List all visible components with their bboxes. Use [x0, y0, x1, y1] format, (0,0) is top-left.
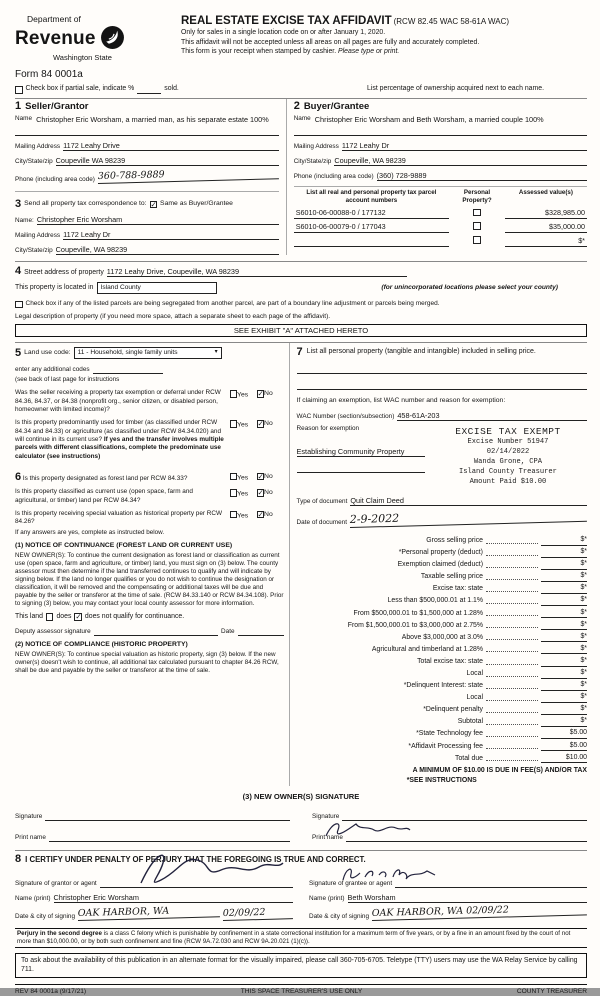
partial-sold-label: sold.: [164, 85, 179, 93]
tax-row: Less than $500,000.01 at 1.1% $*: [387, 596, 587, 605]
additional-codes-field[interactable]: [93, 373, 163, 374]
seller-column: [15, 99, 287, 255]
buyer-csz-label: City/State/zip: [293, 157, 332, 165]
tax-value-field[interactable]: $*: [541, 536, 587, 546]
assessed-value[interactable]: $328,985.00: [505, 205, 587, 219]
correspondence-name-label: Name:: [15, 216, 34, 224]
header: [15, 14, 587, 81]
continuance-qualify-row: This land does ✓ does not qualify for continuance.: [15, 612, 185, 622]
left-middle-column: [15, 343, 290, 785]
tax-value-field[interactable]: $*: [541, 548, 587, 558]
section8-number: 8: [15, 853, 22, 865]
revenue-wordmark: Revenue: [15, 28, 96, 50]
wac-number-value[interactable]: 458-61A-203: [397, 411, 587, 421]
seller-csz-label: City/State/zip: [15, 157, 53, 165]
buyer-mailing-label: Mailing Address: [293, 142, 339, 150]
new-owner-signature-field-2[interactable]: [342, 820, 587, 821]
correspondence-csz-label: City/State/zip: [15, 247, 53, 255]
seller-phone-value[interactable]: 360-788-9889: [98, 166, 279, 184]
timber-question: Is this property predominantly used for timber (as classified under RCW 84.34 and 84.33) or agriculture (as classified under RCW 84.34.020) and will continue in its current use? If yes and the transfer involves multiple parcels with different classifications, complete the predominate use calculator (see instructions) Yes ✓No: [15, 419, 273, 460]
tax-value-field[interactable]: $10.00: [541, 754, 587, 764]
tax-value-field[interactable]: $*: [541, 560, 587, 570]
washington-state-label: Washington State: [53, 53, 112, 63]
tax-value-field[interactable]: $*: [541, 596, 587, 606]
seller-name-value[interactable]: Christopher Eric Worsham, a married man, as his separate estate 100%: [36, 114, 269, 124]
land-use-label: Land use code:: [24, 349, 71, 356]
notice-continuance-title: (1) NOTICE OF CONTINUANCE (FOREST LAND OR CURRENT USE): [15, 542, 233, 550]
timber-no-checkbox[interactable]: ✓: [257, 419, 264, 429]
forest-no-checkbox[interactable]: ✓: [257, 471, 264, 481]
buyer-phone-label: Phone (including area code): [293, 173, 374, 181]
tax-value-field[interactable]: $*: [541, 633, 587, 643]
tax-row: *Personal property (deduct) $*: [398, 548, 587, 557]
section5-number: 5: [15, 346, 22, 359]
assessed-value[interactable]: $*: [505, 232, 587, 246]
department-of-label: Department of: [27, 14, 81, 24]
timber-yes-checkbox[interactable]: [230, 420, 238, 428]
treasurer-stamp: EXCISE TAX EXEMPT Excise Number 51947 02/14/2022 Wanda Grone, CPA Island County Treasurer Amount Paid $10.00: [455, 425, 561, 486]
revenue-wordmark-row: [15, 25, 173, 54]
partial-sale-label: Check box if partial sale, indicate %: [25, 85, 135, 93]
notice-compliance-body: NEW OWNER(S): To continue special valuation as historic property, sign (3) below. If the new owner(s) doesn't wish to continue, all additional tax calculated pursuant to chapter 84.26 RCW, shall be due and payable by the seller or transferor at the time of sale.: [15, 650, 279, 674]
minimum-due-note: A MINIMUM OF $10.00 IS DUE IN FEE(S) AND/OR TAX: [412, 767, 587, 775]
section2-number: 2: [293, 99, 300, 112]
dor-logo-block: [15, 14, 173, 81]
perjury-notice: Perjury in the second degree is a class C felony which is punishable by confinement in a state correctional institution for a maximum term of five years, or by a fine in an amount fixed by the court of not more than $10,000.00, or by both such confinement and fine (RCW 9A.72.030 and RCW 9A.20.021 (1)(c)).: [15, 928, 587, 948]
grantee-signing-block: [309, 868, 587, 921]
current-use-question: Is this property classified as current use (open space, farm and agricultural, or timber) land per RCW 84.34? Yes ✓No: [15, 488, 273, 504]
deputy-date-label: Date: [221, 628, 235, 636]
additional-codes-label: enter any additional codes: [15, 366, 90, 374]
tax-value-field[interactable]: $*: [541, 693, 587, 703]
tax-value-field[interactable]: $*: [541, 572, 587, 582]
buyer-name-value[interactable]: Christopher Eric Worsham and Beth Worsham, a married couple 100%: [314, 114, 544, 124]
grantor-name-value[interactable]: Christopher Eric Worsham: [54, 893, 293, 903]
section3-number: 3: [15, 197, 22, 210]
new-owner-signature-field-1[interactable]: [45, 820, 290, 821]
parcel-number-value[interactable]: S6010-06-00088-0 / 177132: [294, 205, 449, 219]
grantor-date-label: Date & city of signing: [15, 912, 76, 920]
footer-row: [15, 984, 587, 996]
parties-row: [15, 98, 587, 255]
tax-row: Total excise tax: state $*: [417, 656, 587, 665]
tax-row: *State Technology fee $5.00: [416, 729, 587, 738]
legal-description-value[interactable]: SEE EXHIBIT "A" ATTACHED HERETO: [15, 324, 587, 337]
tax-row: *Affidavit Processing fee $5.00: [408, 741, 587, 750]
land-use-dropdown[interactable]: 11 - Household, single family units ▾: [74, 347, 222, 359]
buyer-csz-value[interactable]: Coupeville, WA 98239: [334, 156, 587, 166]
county-dropdown[interactable]: Island County: [97, 282, 217, 294]
tax-value-field[interactable]: $5.00: [541, 729, 587, 739]
reason-for-exemption-value[interactable]: Establishing Community Property: [297, 447, 425, 457]
tax-row: From $1,500,000.01 to $3,000,000 at 2.75% $*: [347, 620, 587, 629]
new-owner-printname-row: Print name Print name: [15, 834, 587, 842]
type-of-document-value[interactable]: Quit Claim Deed: [350, 496, 587, 506]
street-address-value[interactable]: 1172 Leahy Drive, Coupeville, WA 98239: [107, 267, 407, 277]
seller-name-label: Name: [15, 114, 33, 122]
tax-value-field[interactable]: $5.00: [541, 742, 587, 752]
section8: [15, 850, 587, 921]
partial-sale-checkbox[interactable]: [15, 86, 23, 94]
grantee-date-label: Date & city of signing: [309, 912, 370, 920]
county-treasurer-label: COUNTY TREASURER: [516, 987, 587, 995]
legal-description-label: Legal description of property (if you need more space, attach a separate sheet to each page of the affidavit).: [15, 313, 331, 321]
exemption-reason-area: [297, 425, 587, 488]
correspondence-csz-value[interactable]: Coupeville, WA 98239: [56, 245, 279, 255]
tax-row: Taxable selling price $*: [420, 572, 587, 581]
personal-property-line-2[interactable]: [297, 379, 587, 390]
grantee-city-date-value[interactable]: OAK HARBOR, WA 02/09/22: [372, 902, 587, 920]
personal-property-intro: List all personal property (tangible and intangible) included in selling price.: [306, 348, 536, 356]
personal-property-checkbox[interactable]: [473, 209, 481, 217]
certify-statement: I CERTIFY UNDER PENALTY OF PERJURY THAT THE FOREGOING IS TRUE AND CORRECT.: [25, 855, 366, 864]
land-does-checkbox[interactable]: [46, 613, 54, 621]
correspondence-name-value[interactable]: Christopher Eric Worsham: [37, 215, 279, 225]
deferral-no-checkbox[interactable]: ✓: [257, 389, 264, 399]
deferral-question: Was the seller receiving a property tax exemption or deferral under RCW 84.36, 84.37, or 84.38 (nonprofit org., senior citizen, or disabled person, homeowner with limited income)? Yes ✓No: [15, 389, 273, 413]
new-owner-printname-field-1[interactable]: [49, 841, 290, 842]
parcel-table: [294, 186, 587, 247]
ownership-percentage-note: List percentage of ownership acquired next to each name.: [367, 85, 544, 93]
if-any-yes-note: If any answers are yes, complete as instructed below.: [15, 529, 165, 537]
right-middle-column: [290, 343, 587, 785]
treasurer-space-label: THIS SPACE TREASURER'S USE ONLY: [240, 987, 363, 995]
grantor-signing-block: [15, 868, 293, 921]
form-title-rcw: (RCW 82.45 WAC 58-61A WAC): [393, 17, 510, 26]
tax-row: *Delinquent penalty $*: [423, 705, 587, 714]
tax-row: Local $*: [466, 668, 587, 677]
tax-row: Excise tax: state $*: [432, 584, 587, 593]
tax-row: Exemption claimed (deduct) $*: [397, 560, 587, 569]
buyer-mailing-value[interactable]: 1172 Leahy Dr: [342, 141, 587, 151]
tax-value-field[interactable]: $*: [541, 681, 587, 691]
header-note-2: This affidavit will not be accepted unless all areas on all pages are fully and accurately completed.: [181, 38, 480, 46]
reason-for-exemption-label: Reason for exemption: [296, 424, 360, 432]
notice-compliance-title: (2) NOTICE OF COMPLIANCE (HISTORIC PROPERTY): [15, 641, 188, 649]
current-use-no-checkbox[interactable]: ✓: [257, 488, 264, 498]
tax-value-field[interactable]: $*: [541, 669, 587, 679]
personal-property-checkbox[interactable]: [473, 222, 481, 230]
notice-continuance-body: NEW OWNER(S): To continue the current designation as forest land or classification as current use (open space, farm and agriculture, or timber) land, you must sign on (3) below. The county assessor must then determine if the land transferred continues to qualify and will indicate by signing below. If the land no longer qualifies or you do not wish to continue the designation or classification, it will be removed and the compensating or additional taxes will be due and payable by the seller or transferor at the time of sale. (RCW 84.33.140 or RCW 84.34.108). Prior to signing (3) below, you may contact your local county assessor for more information.: [15, 551, 284, 607]
section1-number: 1: [15, 99, 22, 112]
segregated-label: Check box if any of the listed parcels are being segregated from another parcel, are part of a boundary line adjustment or parcels being merged.: [25, 300, 440, 308]
seller-csz-value[interactable]: Coupeville WA 98239: [56, 156, 279, 166]
tax-value-field[interactable]: $*: [541, 584, 587, 594]
seller-phone-label: Phone (including area code): [15, 175, 95, 183]
grantor-city-value[interactable]: OAK HARBOR, WA: [78, 904, 220, 921]
partial-percent-field[interactable]: [137, 86, 161, 94]
grantor-name-label: Name (print): [15, 895, 51, 903]
tax-row: Subtotal $*: [457, 717, 587, 726]
forest-land-question: 6 Is this property designated as forest land per RCW 84.33? Yes ✓No: [15, 470, 273, 483]
tax-row: *Delinquent Interest: state $*: [403, 681, 587, 690]
parcel-row: [294, 205, 587, 219]
deputy-assessor-label: Deputy assessor signature: [15, 628, 91, 636]
grantee-name-value[interactable]: Beth Worsham: [348, 893, 587, 903]
tax-value-field[interactable]: $*: [541, 717, 587, 727]
deputy-date-field[interactable]: [238, 635, 284, 636]
same-as-buyer-label: Same as Buyer/Grantee: [160, 200, 233, 208]
same-as-buyer-checkbox[interactable]: ✓: [150, 199, 157, 209]
date-of-document-value[interactable]: 2-9-2022: [350, 507, 587, 528]
tax-value-field[interactable]: $*: [541, 645, 587, 655]
claiming-exemption-note: If claiming an exemption, list WAC number and reason for exemption:: [296, 397, 506, 405]
new-owner-printname-field-2[interactable]: [346, 841, 587, 842]
personal-property-line-1[interactable]: [297, 363, 587, 374]
section7-number: 7: [296, 346, 303, 359]
grantee-name-label: Name (print): [309, 895, 345, 903]
title-block: [173, 14, 587, 56]
tax-value-field[interactable]: $*: [541, 657, 587, 667]
accessibility-notice: To ask about the availability of this publication in an alternate format for the visually impaired, please call 360-705-6705. Teletype (TTY) users may use the WA Relay Service by calling 711.: [15, 953, 587, 978]
segregated-checkbox[interactable]: [15, 301, 23, 309]
historic-no-checkbox[interactable]: ✓: [257, 509, 264, 519]
grantee-signature-field[interactable]: [395, 887, 587, 888]
tax-row: Above $3,000,000 at 3.0% $*: [401, 632, 587, 641]
located-in-label: This property is located in: [15, 283, 94, 291]
tax-row: Gross selling price $*: [426, 535, 587, 544]
historic-yes-checkbox[interactable]: [230, 511, 238, 519]
new-owners-signature-title: (3) NEW OWNER(S) SIGNATURE: [242, 791, 360, 801]
assessed-value-col-header: Assessed value(s): [518, 189, 573, 197]
deferral-yes-checkbox[interactable]: [230, 390, 238, 398]
unincorporated-note: (for unincorporated locations please select your county): [381, 284, 558, 292]
dor-logo-icon: [100, 25, 125, 54]
wac-number-label: WAC Number (section/subsection): [296, 412, 395, 420]
grantor-signature-field[interactable]: [100, 887, 293, 888]
parcel-number-value[interactable]: [294, 232, 449, 246]
personal-property-col-header: Personal Property?: [462, 189, 492, 204]
assessed-value[interactable]: $35,000.00: [505, 218, 587, 232]
rev-number: REV 84 0001a (9/17/21): [15, 987, 87, 995]
section2-title: Buyer/Grantee: [303, 100, 370, 112]
date-of-document-label: Date of document: [296, 519, 347, 527]
tax-row: Total due $10.00: [455, 753, 587, 762]
tax-value-field[interactable]: $*: [541, 609, 587, 619]
section3: [15, 191, 279, 255]
land-does-not-checkbox[interactable]: ✓: [75, 612, 82, 622]
chevron-down-icon: ▾: [214, 349, 218, 356]
parcel-row: [294, 218, 587, 232]
correspondence-mailing-value[interactable]: 1172 Leahy Dr: [63, 230, 279, 240]
form-title-row: [181, 14, 587, 28]
grantor-date-value[interactable]: 02/09/22: [223, 906, 293, 921]
personal-property-checkbox[interactable]: [473, 236, 481, 244]
section4: [15, 261, 587, 337]
header-note-1: Only for sales in a single location code on or after January 1, 2020.: [181, 29, 386, 37]
seller-mailing-label: Mailing Address: [15, 142, 61, 150]
street-address-label: Street address of property: [24, 268, 104, 276]
tax-row: Agricultural and timberland at 1.28% $*: [371, 644, 587, 653]
grantor-signature-label: Signature of grantor or agent: [15, 880, 97, 887]
grantee-signature-label: Signature of grantee or agent: [309, 880, 393, 887]
correspondence-label: Send all property tax correspondence to:: [24, 200, 147, 208]
parcel-row: [294, 232, 587, 246]
tax-value-field[interactable]: $*: [541, 705, 587, 715]
tax-computation-table: [297, 533, 587, 763]
seller-mailing-value[interactable]: 1172 Leahy Drive: [63, 141, 279, 151]
tax-row: From $500,000.01 to $1,500,000 at 1.28% $*: [353, 608, 587, 617]
new-owner-signature-row: Signature Signature: [15, 813, 587, 821]
buyer-column: [287, 99, 587, 255]
current-use-yes-checkbox[interactable]: [230, 489, 238, 497]
type-of-document-label: Type of document: [296, 497, 348, 505]
form-number: Form 84 0001a: [15, 68, 83, 80]
section4-number: 4: [15, 265, 22, 278]
form-title: REAL ESTATE EXCISE TAX AFFIDAVIT: [181, 15, 392, 27]
correspondence-mailing-label: Mailing Address: [15, 232, 61, 240]
forest-yes-checkbox[interactable]: [230, 473, 238, 481]
section1-title: Seller/Grantor: [25, 100, 89, 112]
historic-question: Is this property receiving special valuation as historical property per RCW 84.26? Yes ✓No: [15, 509, 273, 526]
middle-row: [15, 342, 587, 785]
see-back-note: (see back of last page for instructions: [15, 376, 120, 384]
parcel-number-value[interactable]: S6010-06-00079-0 / 177043: [294, 218, 449, 232]
buyer-phone-value[interactable]: (360) 728-9889: [377, 171, 587, 181]
partial-sale-row: [15, 85, 587, 94]
tax-row: Local $*: [466, 693, 587, 702]
see-instructions-note: *SEE INSTRUCTIONS: [406, 776, 477, 784]
header-note-3: This form is your receipt when stamped by cashier. Please type or print.: [181, 48, 400, 55]
deputy-assessor-signature-field[interactable]: [94, 635, 218, 636]
parcel-number-col-header: List all real and personal property tax parcel account numbers: [306, 189, 437, 204]
buyer-name-label: Name: [293, 114, 311, 122]
tax-value-field[interactable]: $*: [541, 621, 587, 631]
